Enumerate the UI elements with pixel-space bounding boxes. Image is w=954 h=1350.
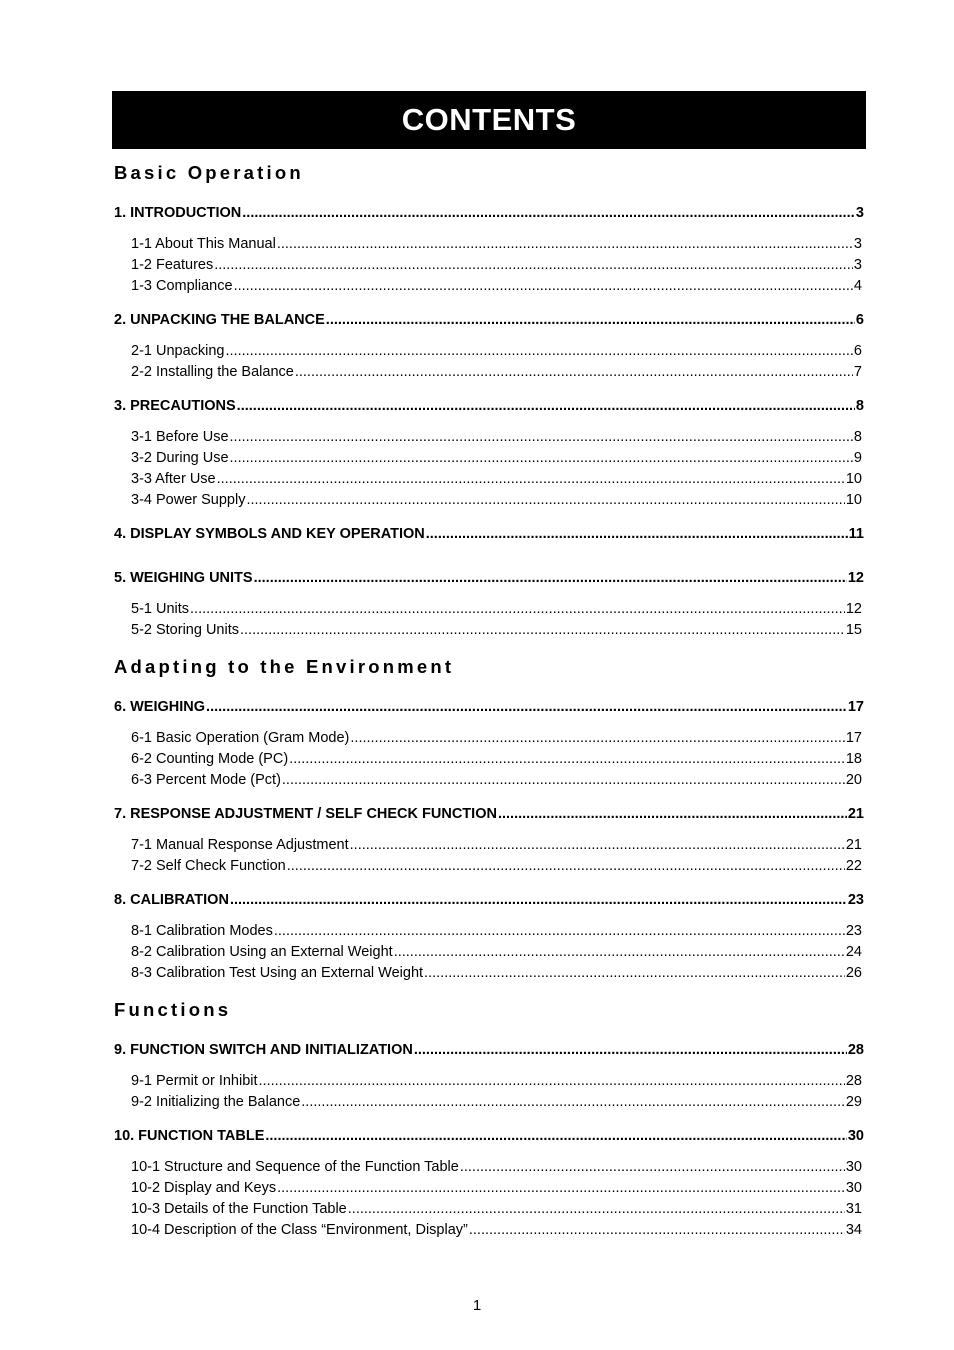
toc-subsection-entry-page: 18 [845,751,862,767]
section-heading: Functions [114,999,232,1020]
toc-subsection-entry-label: 1-2 Features [131,257,214,273]
toc-subsection-entry[interactable] [131,234,862,255]
dot-leader [282,770,845,791]
toc-subsection-entry-label: 8-3 Calibration Test Using an External Weight [131,965,424,981]
toc-chapter-entry-label: 5. WEIGHING UNITS [114,570,253,586]
toc-chapter-entry-page: 8 [855,398,864,414]
toc-chapter-entry[interactable] [114,804,864,824]
toc-chapter-entry[interactable] [114,203,864,223]
toc-subsection-entry-page: 31 [845,1201,862,1217]
dot-leader [226,341,853,362]
toc-subsection-entry-page: 9 [853,450,862,466]
toc-subsection-entry-page: 20 [845,772,862,788]
dot-leader [242,203,855,223]
toc-subsection-entry-label: 9-1 Permit or Inhibit [131,1073,258,1089]
dot-leader [287,856,845,877]
toc-subsection-entry[interactable] [131,599,862,620]
dot-leader [254,568,847,588]
toc-subsection-entry-label: 10-1 Structure and Sequence of the Function Table [131,1159,459,1175]
dot-leader [301,1092,845,1113]
toc-chapter-entry-page: 23 [847,892,864,908]
dot-leader [460,1157,845,1178]
toc-chapter-entry-page: 28 [847,1042,864,1058]
dot-leader [265,1126,846,1146]
dot-leader [230,427,853,448]
toc-chapter-entry-page: 3 [855,205,864,221]
toc-page [112,91,866,1241]
toc-chapter-entry-label: 9. FUNCTION SWITCH AND INITIALIZATION [114,1042,413,1058]
dot-leader [424,963,845,984]
toc-subsection-entry-page: 22 [845,858,862,874]
toc-chapter-entry-label: 2. UNPACKING THE BALANCE [114,312,325,328]
toc-subsection-entry-page: 15 [845,622,862,638]
toc-subsection-entry[interactable] [131,856,862,877]
toc-subsection-entry[interactable] [131,835,862,856]
toc-subsection-entry-label: 1-3 Compliance [131,278,233,294]
toc-chapter-entry-page: 11 [848,526,864,542]
toc-subsection-entry-page: 24 [845,944,862,960]
toc-chapter-entry-label: 6. WEIGHING [114,699,206,715]
toc-subsection-entry-label: 6-2 Counting Mode (PC) [131,751,289,767]
toc-subsection-entry-label: 2-2 Installing the Balance [131,364,294,380]
dot-leader [348,1199,845,1220]
dot-leader [217,469,845,490]
toc-chapter-entry-label: 7. RESPONSE ADJUSTMENT / SELF CHECK FUNCTION [114,806,497,822]
toc-chapter-entry[interactable] [114,1040,864,1060]
toc-subsection-entry[interactable] [131,448,862,469]
toc-subsection-entry[interactable] [131,255,862,276]
toc-subsection-entry[interactable] [131,942,862,963]
toc-subsection-entry-page: 12 [845,601,862,617]
table-of-contents [112,162,866,1241]
toc-subsection-entry-page: 10 [845,492,862,508]
toc-subsection-entry-page: 3 [853,236,862,252]
toc-chapter-entry-label: 4. DISPLAY SYMBOLS AND KEY OPERATION [114,526,425,542]
toc-chapter-entry-page: 21 [847,806,864,822]
toc-subsection-entry[interactable] [131,749,862,770]
toc-subsection-entry[interactable] [131,728,862,749]
toc-subsection-entry-label: 3-1 Before Use [131,429,229,445]
page-number: 1 [472,1297,482,1314]
toc-subsection-entry-page: 23 [845,923,862,939]
toc-subsection-entry-page: 30 [845,1180,862,1196]
toc-chapter-entry-label: 3. PRECAUTIONS [114,398,236,414]
dot-leader [277,234,853,255]
toc-chapter-entry-page: 30 [847,1128,864,1144]
toc-chapter-entry-label: 8. CALIBRATION [114,892,229,908]
toc-subsection-entry-label: 7-2 Self Check Function [131,858,286,874]
toc-chapter-entry-label: 1. INTRODUCTION [114,205,242,221]
toc-subsection-entry-label: 5-1 Units [131,601,190,617]
section-heading: Basic Operation [114,162,304,183]
page-title: CONTENTS [401,102,577,137]
dot-leader [230,448,853,469]
toc-subsection-entry[interactable] [131,362,862,383]
toc-subsection-entry-label: 3-4 Power Supply [131,492,246,508]
toc-subsection-entry[interactable] [131,427,862,448]
dot-leader [295,362,853,383]
toc-subsection-entry-label: 8-1 Calibration Modes [131,923,273,939]
toc-subsection-entry-page: 26 [845,965,862,981]
toc-subsection-entry-label: 8-2 Calibration Using an External Weight [131,944,393,960]
toc-subsection-entry-page: 17 [845,730,862,746]
dot-leader [394,942,845,963]
toc-subsection-entry[interactable] [131,770,862,791]
toc-subsection-entry-page: 34 [845,1222,862,1238]
toc-subsection-entry[interactable] [131,963,862,984]
toc-subsection-entry-page: 21 [845,837,862,853]
toc-subsection-entry[interactable] [131,469,862,490]
dot-leader [240,620,845,641]
toc-chapter-entry-page: 17 [847,699,864,715]
toc-chapter-entry[interactable] [114,396,864,416]
toc-subsection-entry[interactable] [131,1220,862,1241]
toc-subsection-entry-label: 10-4 Description of the Class “Environment, Display” [131,1222,468,1238]
contents-banner [112,91,866,149]
dot-leader [469,1220,845,1241]
toc-subsection-entry-page: 4 [853,278,862,294]
toc-subsection-entry-label: 10-2 Display and Keys [131,1180,277,1196]
toc-subsection-entry[interactable] [131,1178,862,1199]
toc-subsection-entry-page: 30 [845,1159,862,1175]
toc-subsection-entry-label: 10-3 Details of the Function Table [131,1201,347,1217]
toc-subsection-entry-label: 6-1 Basic Operation (Gram Mode) [131,730,350,746]
toc-subsection-entry-label: 3-2 During Use [131,450,229,466]
dot-leader [326,310,855,330]
toc-chapter-entry[interactable] [114,568,864,588]
toc-subsection-entry-page: 6 [853,343,862,359]
toc-subsection-entry[interactable] [131,1071,862,1092]
toc-subsection-entry[interactable] [131,1092,862,1113]
dot-leader [234,276,853,297]
toc-subsection-entry[interactable] [131,341,862,362]
toc-subsection-entry[interactable] [131,1157,862,1178]
toc-chapter-entry-page: 12 [847,570,864,586]
dot-leader [190,599,845,620]
dot-leader [237,396,855,416]
toc-subsection-entry[interactable] [131,1199,862,1220]
toc-chapter-entry[interactable] [114,1126,864,1146]
dot-leader [259,1071,845,1092]
toc-chapter-entry-page: 6 [855,312,864,328]
toc-chapter-entry[interactable] [114,697,864,717]
dot-leader [350,728,844,749]
toc-chapter-entry[interactable] [114,524,864,544]
toc-subsection-entry-page: 28 [845,1073,862,1089]
toc-subsection-entry[interactable] [131,276,862,297]
dot-leader [230,890,847,910]
toc-subsection-entry-label: 9-2 Initializing the Balance [131,1094,301,1110]
toc-subsection-entry-label: 2-1 Unpacking [131,343,225,359]
toc-subsection-entry-label: 6-3 Percent Mode (Pct) [131,772,281,788]
dot-leader [277,1178,845,1199]
toc-subsection-entry[interactable] [131,921,862,942]
toc-subsection-entry-label: 1-1 About This Manual [131,236,276,252]
toc-chapter-entry[interactable] [114,310,864,330]
toc-subsection-entry-label: 3-3 After Use [131,471,216,487]
toc-subsection-entry[interactable] [131,620,862,641]
dot-leader [246,490,844,511]
toc-subsection-entry-label: 7-1 Manual Response Adjustment [131,837,349,853]
dot-leader [414,1040,847,1060]
dot-leader [289,749,845,770]
dot-leader [350,835,845,856]
toc-subsection-entry-page: 8 [853,429,862,445]
toc-chapter-entry[interactable] [114,890,864,910]
section-heading: Adapting to the Environment [114,656,455,677]
toc-subsection-entry-page: 29 [845,1094,862,1110]
toc-chapter-entry-label: 10. FUNCTION TABLE [114,1128,265,1144]
dot-leader [214,255,853,276]
dot-leader [498,804,847,824]
dot-leader [274,921,845,942]
toc-subsection-entry-page: 7 [853,364,862,380]
dot-leader [426,524,848,544]
toc-subsection-entry[interactable] [131,490,862,511]
toc-subsection-entry-page: 10 [845,471,862,487]
toc-subsection-entry-page: 3 [853,257,862,273]
dot-leader [206,697,847,717]
toc-subsection-entry-label: 5-2 Storing Units [131,622,239,638]
